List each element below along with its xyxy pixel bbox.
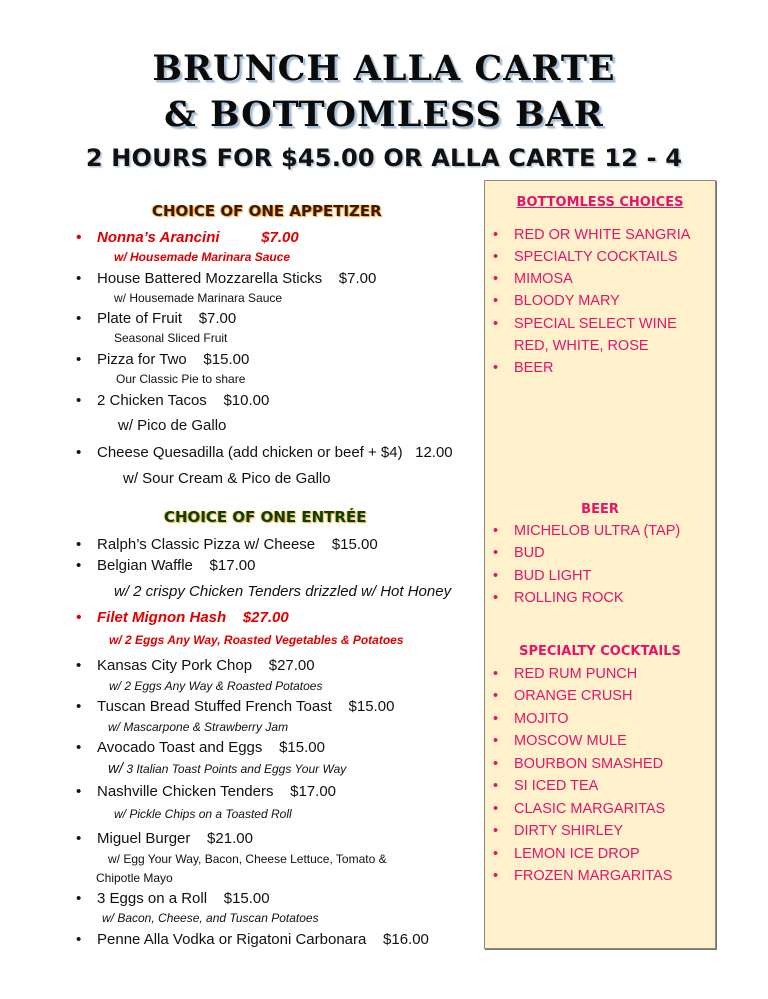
bullet-icon: • (493, 316, 499, 332)
bullet-icon: • (493, 801, 499, 817)
item-name: Nashville Chicken Tenders $17.00 (97, 783, 337, 800)
bullet-icon: • (493, 523, 499, 539)
item-desc: w/ Housemade Marinara Sauce (114, 250, 291, 264)
bullet-icon: • (493, 778, 499, 794)
bullet-icon: • (493, 545, 499, 561)
bullet-icon: • (76, 830, 82, 847)
bullet-icon: • (76, 351, 82, 368)
entree-heading: CHOICE OF ONE ENTRÉE (164, 508, 367, 526)
bullet-icon: • (493, 733, 499, 749)
beer-heading: BEER (581, 502, 619, 517)
bottomless-heading: BOTTOMLESS CHOICES (516, 195, 684, 210)
item-name: Filet Mignon Hash $27.00 (97, 609, 289, 626)
item-name: Miguel Burger $21.00 (97, 830, 253, 847)
bullet-icon: • (493, 823, 499, 839)
bullet-icon: • (493, 666, 499, 682)
item-desc: w/ Housemade Marinara Sauce (114, 291, 283, 305)
bullet-icon: • (76, 557, 82, 574)
cocktails-heading: SPECIALTY COCKTAILS (519, 644, 681, 659)
bullet-icon: • (493, 688, 499, 704)
bullet-icon: • (76, 657, 82, 674)
bullet-icon: • (76, 229, 82, 246)
bottomless-bar-box: BOTTOMLESS CHOICES • RED OR WHITE SANGRIA • SPECIALTY COCKTAILS • MIMOSA • BLOODY MARY • SPECIAL SELECT WINE RED, WHITE, ROSE • BEER BEER • MICHELOB ULTRA (TAP) • BUD • BUD LIGHT • ROLLING ROCK SPECIALTY COCKTAILS • RED RUM PUNCH • ORANGE CRUSH • MOJITO • MOSCOW MULE • BOURBON SMASHED • SI ICED TEA • CLASIC MARGARITAS • DIRTY SHIRLEY • LEMON ICE DROP • FROZEN MARGARITAS (484, 180, 716, 949)
item-desc: w/ Bacon, Cheese, and Tuscan Potatoes (102, 911, 319, 925)
bullet-icon: • (493, 568, 499, 584)
bullet-icon: • (493, 590, 499, 606)
bullet-icon: • (493, 711, 499, 727)
item-desc: w/ Pico de Gallo (118, 417, 227, 434)
bullet-icon: • (76, 739, 82, 756)
item-name: Kansas City Pork Chop $27.00 (97, 657, 315, 674)
item-name: Penne Alla Vodka or Rigatoni Carbonara $16.00 (97, 931, 429, 948)
bullet-icon: • (493, 293, 499, 309)
bullet-icon: • (493, 227, 499, 243)
bullet-icon: • (76, 536, 82, 553)
item-desc: Our Classic Pie to share (116, 372, 246, 386)
bullet-icon: • (76, 392, 82, 409)
item-desc: w/ Egg Your Way, Bacon, Cheese Lettuce, Tomato & (108, 852, 387, 866)
bullet-icon: • (76, 270, 82, 287)
menu-title-line1: BRUNCH ALLA CARTE (152, 48, 616, 89)
bullet-icon: • (76, 783, 82, 800)
bullet-icon: • (493, 846, 499, 862)
bullet-icon: • (76, 444, 82, 461)
item-desc: w/ 2 Eggs Any Way & Roasted Potatoes (109, 679, 323, 693)
bullet-icon: • (76, 609, 82, 626)
item-name: Avocado Toast and Eggs $15.00 (97, 739, 325, 756)
bullet-icon: • (76, 890, 82, 907)
item-name: Belgian Waffle $17.00 (97, 557, 256, 574)
item-name: Plate of Fruit $7.00 (97, 310, 237, 327)
menu-subtitle: 2 HOURS FOR $45.00 OR ALLA CARTE 12 - 4 (85, 144, 683, 172)
item-desc (108, 760, 346, 777)
item-desc-line2: Chipotle Mayo (96, 871, 173, 885)
bullet-icon: • (76, 698, 82, 715)
item-desc: w/ 2 crispy Chicken Tenders drizzled w/ Hot Honey (114, 583, 452, 600)
bullet-icon: • (493, 271, 499, 287)
desc-prefix: w/ (108, 760, 123, 777)
bullet-icon: • (493, 360, 499, 376)
item-desc: w/ Sour Cream & Pico de Gallo (123, 470, 331, 487)
item-desc: w/ Pickle Chips on a Toasted Roll (114, 807, 292, 821)
item-desc: w/ 2 Eggs Any Way, Roasted Vegetables & Potatoes (109, 633, 404, 647)
item-desc: w/ Mascarpone & Strawberry Jam (108, 720, 289, 734)
item-name: Cheese Quesadilla (add chicken or beef + $4) 12.00 (97, 444, 453, 461)
item-name: Nonna’s Arancini $7.00 (97, 229, 299, 246)
bullet-icon: • (76, 310, 82, 327)
item-name: Pizza for Two $15.00 (97, 351, 250, 368)
menu-item-penne-rigatoni (76, 931, 429, 999)
bullet-icon: • (493, 249, 499, 265)
appetizer-heading: CHOICE OF ONE APPETIZER (152, 202, 382, 220)
bullet-icon: • (76, 931, 82, 948)
item-name: 2 Chicken Tacos $10.00 (97, 392, 270, 409)
menu-title-line2: & BOTTOMLESS BAR (164, 94, 604, 135)
bullet-icon: • (493, 756, 499, 772)
item-name: House Battered Mozzarella Sticks $7.00 (97, 270, 377, 287)
item-name: Tuscan Bread Stuffed French Toast $15.00 (97, 698, 395, 715)
item-name: Ralph’s Classic Pizza w/ Cheese $15.00 (97, 536, 378, 553)
desc-text: 3 Italian Toast Points and Eggs Your Way (126, 762, 347, 776)
bullet-icon: • (493, 868, 499, 884)
item-name: 3 Eggs on a Roll $15.00 (97, 890, 270, 907)
item-desc: Seasonal Sliced Fruit (114, 331, 228, 345)
